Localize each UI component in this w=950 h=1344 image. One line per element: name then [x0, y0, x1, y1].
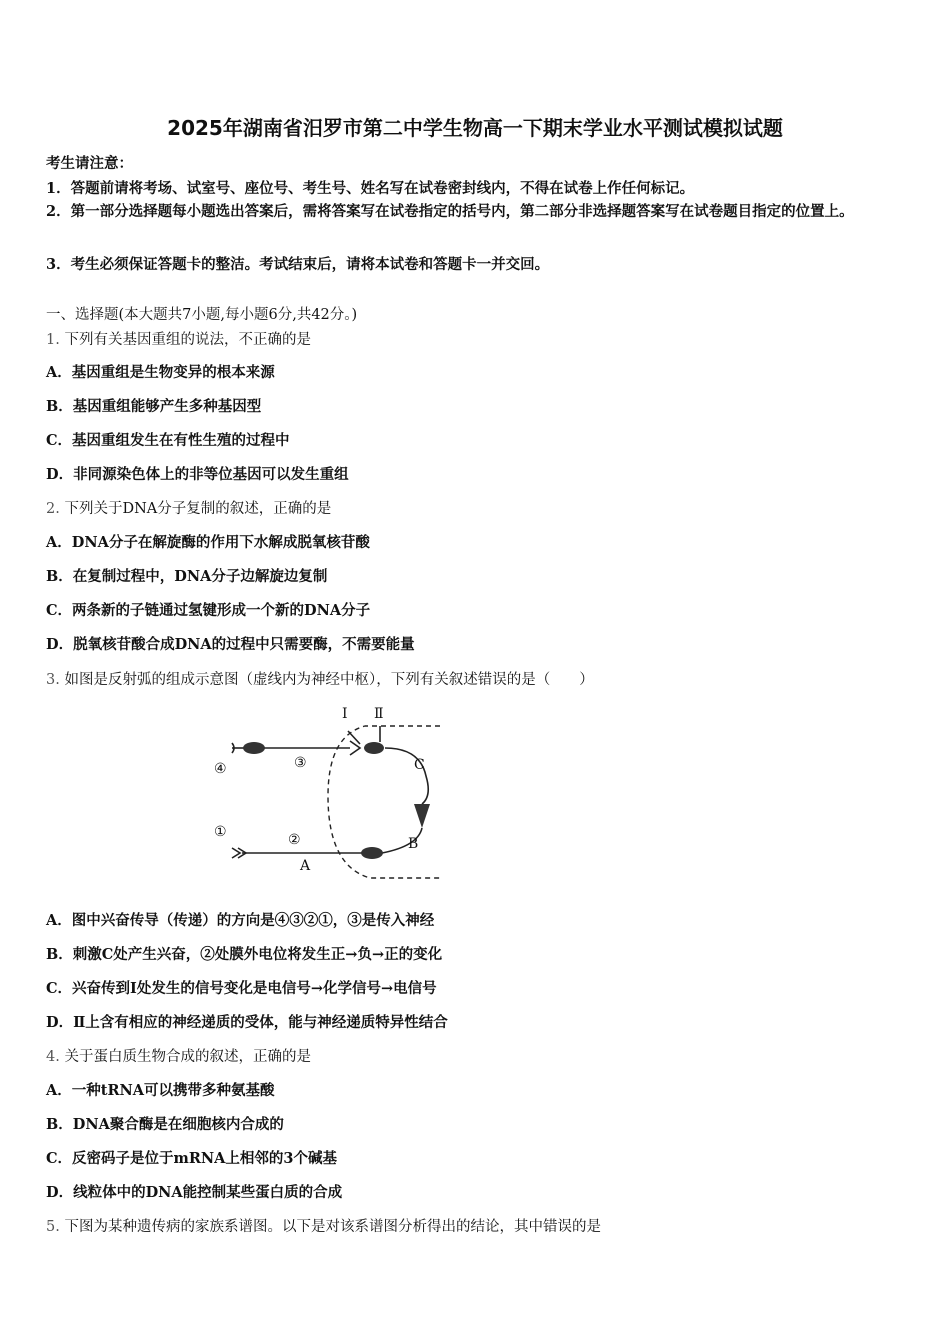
page-title: 2025年湖南省汨罗市第二中学生物高一下期末学业水平测试模拟试题: [167, 116, 783, 140]
notice-item-2: 2．第一部分选择题每小题选出答案后，需将答案写在试卷指定的括号内，第二部分非选择题答案写在试卷题目指定的位置上。: [46, 203, 854, 220]
question-number: 1.: [46, 332, 60, 348]
effector-ending: [232, 848, 240, 858]
question-number: 3.: [46, 672, 60, 688]
q3-option-d: D．Ⅱ上含有相应的神经递质的受体，能与神经递质特异性结合: [46, 1014, 448, 1031]
q3-option-c: C．兴奋传到Ⅰ处发生的信号变化是电信号→化学信号→电信号: [46, 980, 437, 997]
question-text: 关于蛋白质生物合成的叙述，正确的是: [64, 1049, 311, 1065]
question-number: 2.: [46, 501, 60, 517]
question-text: 下列有关基因重组的说法，不正确的是: [64, 332, 311, 348]
q3-option-a: A．图中兴奋传导（传递）的方向是④③②①，③是传入神经: [46, 912, 435, 929]
q2-option-a: A．DNA分子在解旋酶的作用下水解成脱氧核苷酸: [46, 534, 370, 551]
question-number: 4.: [46, 1049, 60, 1065]
neuron-body-c: [414, 804, 430, 828]
q3-option-b: B．刺激C处产生兴奋，②处膜外电位将发生正→负→正的变化: [46, 946, 443, 963]
q1-option-c: C．基因重组发生在有性生殖的过程中: [46, 432, 290, 449]
neuron-body-bottom: [361, 847, 383, 859]
notice-heading: 考生请注意：: [46, 155, 133, 172]
question-1-stem: [46, 328, 311, 349]
q2-option-b: B．在复制过程中，DNA分子边解旋边复制: [46, 568, 328, 585]
label-4: ④: [214, 761, 227, 777]
question-text: 下图为某种遗传病的家族系谱图。以下是对该系谱图分析得出的结论，其中错误的是: [64, 1219, 601, 1235]
label-II: Ⅱ: [374, 706, 384, 722]
label-A: A: [300, 858, 311, 874]
question-text: 如图是反射弧的组成示意图（虚线内为神经中枢），下列有关叙述错误的是（ ）: [64, 672, 594, 688]
q4-option-d: D．线粒体中的DNA能控制某些蛋白质的合成: [46, 1184, 343, 1201]
q1-option-b: B．基因重组能够产生多种基因型: [46, 398, 262, 415]
question-5-stem: [46, 1215, 601, 1236]
label-1: ①: [214, 824, 227, 840]
reflex-arc-diagram: [200, 696, 450, 888]
neuron-body-top: [243, 742, 265, 754]
q2-option-d: D．脱氧核苷酸合成DNA的过程中只需要酶，不需要能量: [46, 636, 415, 653]
q1-option-d: D．非同源染色体上的非等位基因可以发生重组: [46, 466, 349, 483]
question-3-stem: [46, 668, 594, 689]
q4-option-b: B．DNA聚合酶是在细胞核内合成的: [46, 1116, 284, 1133]
notice-item-3: 3．考生必须保证答题卡的整洁。考试结束后，请将本试卷和答题卡一并交回。: [46, 256, 550, 273]
label-C: C: [414, 757, 425, 773]
notice-item-1: 1．答题前请将考场、试室号、座位号、考生号、姓名写在试卷密封线内，不得在试卷上作任何标记。: [46, 180, 695, 197]
neuron-body-center: [364, 742, 384, 754]
label-I: Ⅰ: [342, 706, 348, 722]
question-2-stem: [46, 497, 331, 518]
question-text: 下列关于DNA分子复制的叙述，正确的是: [64, 501, 332, 517]
q4-option-a: A．一种tRNA可以携带多种氨基酸: [46, 1082, 275, 1099]
question-4-stem: [46, 1045, 311, 1066]
label-3: ③: [294, 755, 307, 771]
label-2: ②: [288, 832, 301, 848]
q2-option-c: C．两条新的子链通过氢键形成一个新的DNA分子: [46, 602, 371, 619]
q4-option-c: C．反密码子是位于mRNA上相邻的3个碱基: [46, 1150, 338, 1167]
label-B: B: [408, 836, 419, 852]
section-heading: 一、选择题(本大题共7小题,每小题6分,共42分。): [46, 307, 358, 323]
q1-option-a: A．基因重组是生物变异的根本来源: [46, 364, 275, 381]
question-number: 5.: [46, 1219, 60, 1235]
